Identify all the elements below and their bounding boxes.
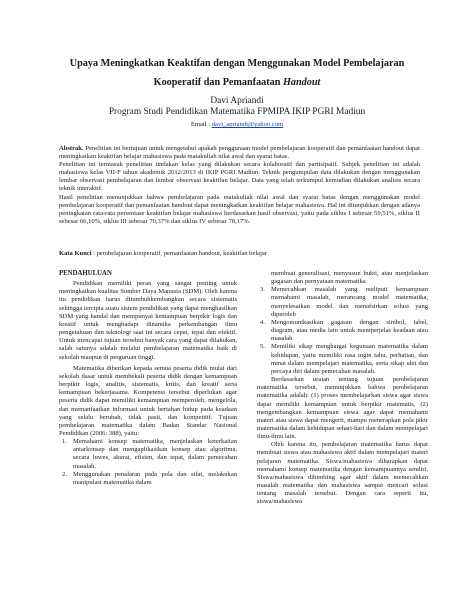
list-item (257, 343, 428, 376)
list-number: 2. (62, 470, 67, 478)
list-number: 3. (260, 286, 265, 294)
title-line-2 (60, 73, 414, 92)
email-link[interactable]: davi_apriandi@yahoo.com (211, 121, 284, 128)
list-text: Mengomunikasikan gagasan dengan simbol, tabel, diagram, atau media lain untuk memperjelas keadaan atau masalah (271, 318, 428, 343)
author-name: Davi Apriandi (210, 96, 264, 106)
abstract-text-1: Penelitian ini bertujuan untuk mengetahui apakah penggunaan model pembelajaran kooperatif dan pemanfaatan handout dapat meningkatkan keaktifan belajar mahasiswa pada matakuliah nilai awal dan syarat batas. (59, 145, 420, 161)
list-item-continued (257, 270, 428, 286)
list-text: Memahami konsep matematika, menjelaskan keterkaitan antarkonsep dan mengaplikasikan konsep atau algoritma, secara luwes, akurat, efisien, dan tepat, dalam pemecahan masalah. (73, 438, 237, 470)
list-number: 5. (260, 343, 265, 351)
body-paragraph: Pendidikan memiliki peran yang sangat penting untuk meningkatkan kualitas Sumber Daya Manusia (SDM). Oleh karena itu pendidikan harus ditumbuhkembangkan secara sistematis sehingga tercipta suatu sistem pendidikan yang dapat menghasilkan SDM yang handal dan mempunyai kemampuan berpikir logis dan kreatif untuk menghadapi dinamika perkembangan ilmu pengetahuan dan teknologi saat ini secara cepat, tepat dan efektif. Untuk mencapai tujuan tersebut banyak cara yang dapat dilakukan, salah satunya adalah melalui pembelajaran matematika baik di sekolah maupun di perguruan tinggi. (59, 280, 237, 361)
email-label: Email : (190, 121, 212, 128)
title-line-1: Upaya Meningkatkan Keaktifan dengan Menggunakan Model Pembelajaran (69, 58, 405, 69)
author-email-line (40, 120, 434, 129)
abstract-paragraph-1 (59, 145, 420, 161)
list-text: Memecahkan masalah yang meliputi kemampuan memahami masalah, merancang model matematika, menyelesaikan model dan menafsirkan solusi yang diperoleh (271, 286, 428, 318)
abstract-label: Abstrak. (59, 145, 84, 152)
keywords-text: : pembelajaran kooperatif, pemanfaatan handout, keaktifan belajar (93, 250, 267, 257)
list-number: 1. (62, 438, 67, 446)
author-affiliation: Program Studi Pendidikan Matematika FPMIPA IKIP PGRI Madiun (108, 107, 366, 117)
keywords (59, 250, 420, 258)
author-block (40, 96, 434, 118)
objectives-list-continued (257, 270, 428, 376)
abstract (59, 145, 420, 226)
right-column (257, 270, 428, 507)
title-line-2-main: Kooperatif dan Pemanfaatan (153, 77, 283, 88)
list-text: Memiliki sikap menghargai kegunaan matematika dalam kehidupan, yaitu memiliki rasa ingin tahu, perhatian, dan minat dalam mempelajari matematika, serta sikap ulet dan percaya diri dalam pemecahan masalah. (271, 343, 428, 375)
list-item (59, 438, 237, 471)
body-paragraph: Oleh karena itu, pembelajaran matematika harus dapat membuat siswa atau mahasiswa aktif dalam mempelajari materi pelajaran matematika. Siswa/mahasiswa diharapkan dapat memahami konsep matematika dengan kemampuannya sendiri. Siswa/mahasiswa dibimbing agar aktif dalam memecahkan masalah matematika dan mahasiswa sampai mencari solusi tentang masalah tersebut. Dengan cara seperti itu, siswa/mahasiswa (257, 441, 428, 506)
list-text: membuat generalisasi, menyusun bukti, atau menjelaskan gagasan dan pernyataan matematika (271, 270, 428, 286)
list-number: 4. (260, 318, 265, 326)
objectives-list (59, 438, 237, 487)
left-column (59, 270, 237, 487)
body-paragraph: Berdasarkan uraian tentang tujuan pembelajaran matematika tersebut, menunjukkan bahwa pembelajaran matematika adalah: (1) proses membelajarkan siswa agar siswa dapat memiliki kemampuan untuk berpikir matematis, (2) mengembangkan kemampuan siswa agar dapat memahami materi atau siswa dapat mengerti, mampu menerapkan pola pikir matematika dalam kehidupan sehari-hari dan dalam mempelajari ilmu-ilmu lain. (257, 376, 428, 441)
body-paragraph: Matematika diberikan kepada semua peserta didik mulai dari sekolah dasar untuk membekali peserta didik dengan kemampuan berpikir logis, analitis, sistematis, kritis, dan kreatif serta kemampuan bekerjasama. Kompetensi tersebut diperlukan agar peserta didik dapat memiliki kemampuan memperoleh, mengelola, dan memanfaatkan informasi untuk bertahan hidup pada keadaan yang selalu berubah, tidak pasti, dan kompetitif. Tujuan pembelajaran matematika dalam Badan Standar Nasional Pendidikan (2006: 388), yaitu: (59, 364, 237, 437)
title-line-2-italic: Handout (282, 77, 321, 88)
keywords-label: Kata Kunci (59, 250, 92, 257)
list-item (59, 471, 237, 487)
abstract-paragraph-2: Penelitian ini termasuk penelitian tindakan kelas yang dilakukan secara kolaboratif dan partisipatif. Subjek penelitian ini adalah mahasiswa kelas VII-F tahun akademik 2012/2013 di IKIP PGRI Madiun. Teknik pengumpulan data dilakukan dengan menggunakan lembar observasi pembelajaran dan lembar observasi keaktifan belajar. Data yang telah terkumpul kemudian dilakukan analisis secara teknik interaktif. (59, 161, 420, 193)
paper-title (60, 54, 414, 92)
list-item (257, 286, 428, 319)
list-text: Menggunakan penalaran pada pola dan sifat, melakukan manipulasi matematika dalam (73, 470, 237, 486)
abstract-paragraph-3: Hasil penelitian menunjukkan bahwa pembelajaran pada matakuliah nilai awal dan syarat batas dengan menggunakan model pembelajaran kooperatif dan pemanfaatan handout dapat meningkatkan keaktifan belajar mahasiswa. Hal ini ditunjukkan dengan adanya peningkatan rata-rata persentase keaktifan belajar mahasiswa berdasarkan hasil observasi, yaitu pada siklus I sebesar 59,51%, siklus II sebesar 66,10%, siklus III sebesar 70,37% dan siklus IV sebesar 78,17%. (59, 193, 420, 225)
section-heading: PENDAHULUAN (59, 270, 112, 277)
list-item (257, 319, 428, 343)
